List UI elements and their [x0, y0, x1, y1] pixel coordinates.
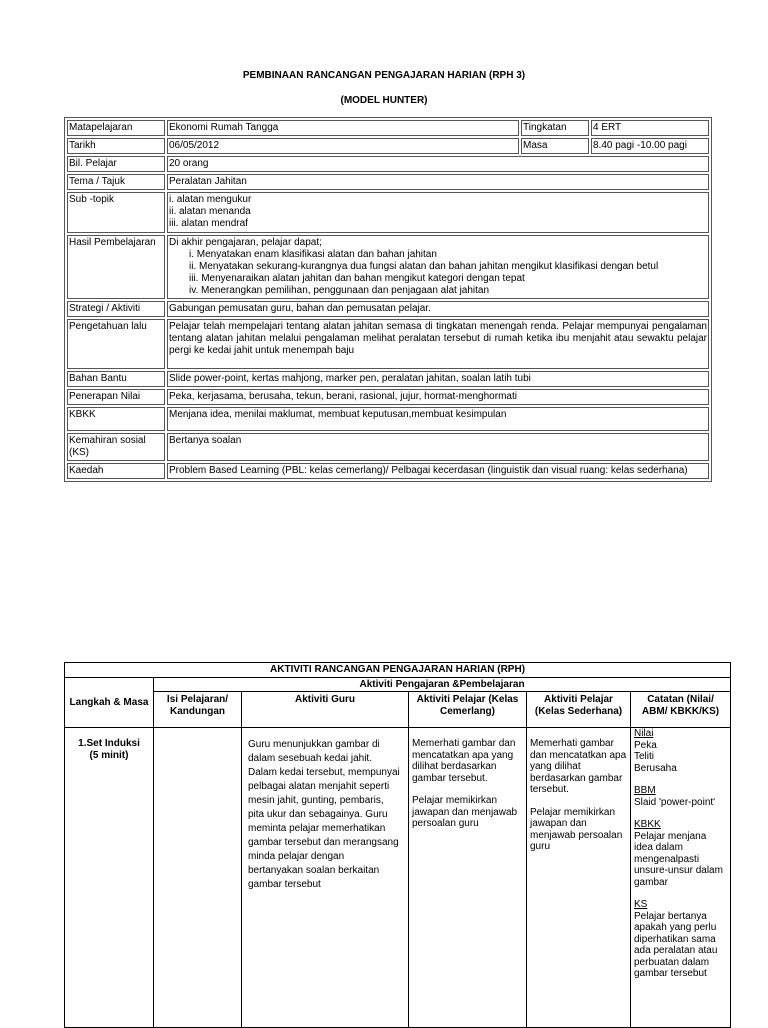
- label-strategi: Strategi / Aktiviti: [67, 301, 165, 317]
- label-kaedah: Kaedah: [67, 463, 165, 479]
- catatan-ks-head: KS: [634, 899, 648, 910]
- col-langkah: Langkah & Masa: [65, 677, 154, 728]
- value-tema: Peralatan Jahitan: [167, 174, 709, 190]
- hasil-item: ii. Menyatakan sekurang-kurangnya dua fungsi alatan dan bahan jahitan mengikut klasifikasi dengan betul: [189, 261, 659, 272]
- document-title: PEMBINAAN RANCANGAN PENGAJARAN HARIAN (RPH 3): [242, 70, 526, 81]
- label-matapelajaran: Matapelajaran: [67, 120, 165, 136]
- catatan-nilai-item: Teliti: [634, 751, 655, 762]
- row-kaedah: [67, 463, 709, 479]
- col-isi: Isi Pelajaran/ Kandungan: [154, 692, 242, 728]
- value-matapelajaran: Ekonomi Rumah Tangga: [167, 120, 519, 136]
- row-subtopik: [67, 192, 709, 233]
- catatan-nilai-item: Berusaha: [634, 762, 677, 774]
- col-catatan: Catatan (Nilai/ ABM/ KBKK/KS): [631, 692, 731, 728]
- col-guru: Aktiviti Guru: [242, 692, 409, 728]
- value-kbkk: Menjana idea, menilai maklumat, membuat keputusan,membuat kesimpulan: [167, 407, 709, 431]
- label-kbkk: KBKK: [67, 407, 165, 431]
- activity-subtitle: Aktiviti Pengajaran &Pembelajaran: [154, 677, 731, 692]
- document-subtitle: (MODEL HUNTER): [340, 95, 428, 106]
- cemerlang-cell: [409, 728, 527, 1028]
- value-tarikh: 06/05/2012: [167, 138, 519, 154]
- subtopik-item: ii. alatan menanda: [169, 206, 251, 217]
- row-nilai: [67, 389, 709, 405]
- row-pengetahuan: [67, 319, 709, 369]
- subtopik-item: i. alatan mengukur: [169, 194, 252, 205]
- value-hasil: [167, 235, 709, 299]
- value-tingkatan: 4 ERT: [591, 120, 709, 136]
- row-tema: [67, 174, 709, 190]
- label-bahan: Bahan Bantu: [67, 371, 165, 387]
- catatan-nilai-item: Peka: [634, 739, 657, 751]
- sederhana-cell: [527, 728, 631, 1028]
- catatan-ks: Pelajar bertanya apakah yang perlu diperhatikan sama ada peralatan atau perbuatan dalam gambar tersebut: [634, 910, 718, 979]
- catatan-bbm: Slaid 'power-point': [634, 796, 716, 808]
- row-kbkk: [67, 407, 709, 431]
- step-name: 1.Set Induksi: [78, 738, 140, 749]
- activity-table: [64, 662, 731, 1028]
- value-ks: Bertanya soalan: [167, 433, 709, 461]
- value-strategi: Gabungan pemusatan guru, bahan dan pemusatan pelajar.: [167, 301, 709, 317]
- value-kaedah: Problem Based Learning (PBL: kelas cemerlang)/ Pelbagai kecerdasan (linguistik dan visual ruang: kelas sederhana): [167, 463, 709, 479]
- label-bil-pelajar: Bil. Pelajar: [67, 156, 165, 172]
- value-nilai: Peka, kerjasama, berusaha, tekun, berani, rasional, jujur, hormat-menghormati: [167, 389, 709, 405]
- col-sederhana: Aktiviti Pelajar (Kelas Sederhana): [527, 692, 631, 728]
- sederhana-text-2: Pelajar memikirkan jawapan dan menjawab persoalan guru: [530, 806, 623, 852]
- sederhana-text-1: Memerhati gambar dan mencatatkan apa yang dilihat berdasarkan gambar tersebut.: [530, 738, 627, 795]
- hasil-intro: Di akhir pengajaran, pelajar dapat;: [169, 237, 322, 248]
- activity-title: AKTIVITI RANCANGAN PENGAJARAN HARIAN (RPH): [65, 663, 731, 678]
- label-nilai: Penerapan Nilai: [67, 389, 165, 405]
- label-pengetahuan: Pengetahuan lalu: [67, 319, 165, 369]
- catatan-nilai-head: Nilai: [634, 728, 654, 739]
- lesson-info-table: [64, 117, 712, 482]
- cemerlang-text-2: Pelajar memikirkan jawapan dan menjawab persoalan guru: [412, 795, 518, 829]
- hasil-item: iii. Menyenaraikan alatan jahitan dan bahan mengikut kategori dengan tepat: [189, 273, 525, 284]
- subtopik-item: iii. alatan mendraf: [169, 218, 248, 229]
- row-strategi: [67, 301, 709, 317]
- value-bahan: Slide power-point, kertas mahjong, marker pen, peralatan jahitan, soalan latih tubi: [167, 371, 709, 387]
- guru-cell: [242, 728, 409, 1028]
- row-ks: [67, 433, 709, 461]
- value-masa: 8.40 pagi -10.00 pagi: [591, 138, 709, 154]
- label-ks: Kemahiran sosial (KS): [67, 433, 165, 461]
- col-cemerlang: Aktiviti Pelajar (Kelas Cemerlang): [409, 692, 527, 728]
- value-bil-pelajar: 20 orang: [167, 156, 709, 172]
- label-tarikh: Tarikh: [67, 138, 165, 154]
- cemerlang-text-1: Memerhati gambar dan mencatatkan apa yang dilihat berdasarkan gambar tersebut.: [412, 738, 516, 784]
- label-tingkatan: Tingkatan: [521, 120, 589, 136]
- row-bahan: [67, 371, 709, 387]
- row-tarikh: [67, 138, 709, 154]
- label-tema: Tema / Tajuk: [67, 174, 165, 190]
- hasil-item: iv. Menerangkan pemilihan, penggunaan dan penjagaan alat jahitan: [189, 285, 490, 296]
- value-pengetahuan: Pelajar telah mempelajari tentang alatan jahitan semasa di tingkatan menengah renda. Pelajar mempunyai pengalaman tentang alatan jahitan melalui pengalaman melihat peralatan tersebut di rumah ketika ibu menjahit atau sewaktu pelajar pergi ke kedai jahit untuk menempah baju: [167, 319, 709, 369]
- value-subtopik: [167, 192, 709, 233]
- row-bil-pelajar: [67, 156, 709, 172]
- catatan-kbkk: Pelajar menjana idea dalam mengenalpasti unsure-unsur dalam gambar: [634, 830, 723, 888]
- step-time: (5 minit): [89, 749, 129, 761]
- guru-text: Guru menunjukkan gambar di dalam sesebuah kedai jahit. Dalam kedai tersebut, mempunyai pelbagai alatan menjahit seperti mesin jahit, gunting, pembaris, pita ukur dan sebagainya. Guru meminta pelajar memerhatikan gambar tersebut dan merangsang minda pelajar dengan bertanyakan soalan berkaitan gambar tersebut: [248, 739, 400, 890]
- label-masa: Masa: [521, 138, 589, 154]
- catatan-bbm-head: BBM: [634, 785, 656, 796]
- row-hasil: [67, 235, 709, 299]
- row-matapelajaran: [67, 120, 709, 136]
- catatan-cell: [631, 728, 731, 1028]
- step-set-induksi: [65, 728, 154, 1028]
- label-subtopik: Sub -topik: [67, 192, 165, 233]
- isi-cell: [154, 728, 242, 1028]
- hasil-item: i. Menyatakan enam klasifikasi alatan dan bahan jahitan: [189, 249, 437, 260]
- label-hasil: Hasil Pembelajaran: [67, 235, 165, 299]
- catatan-kbkk-head: KBKK: [634, 819, 661, 830]
